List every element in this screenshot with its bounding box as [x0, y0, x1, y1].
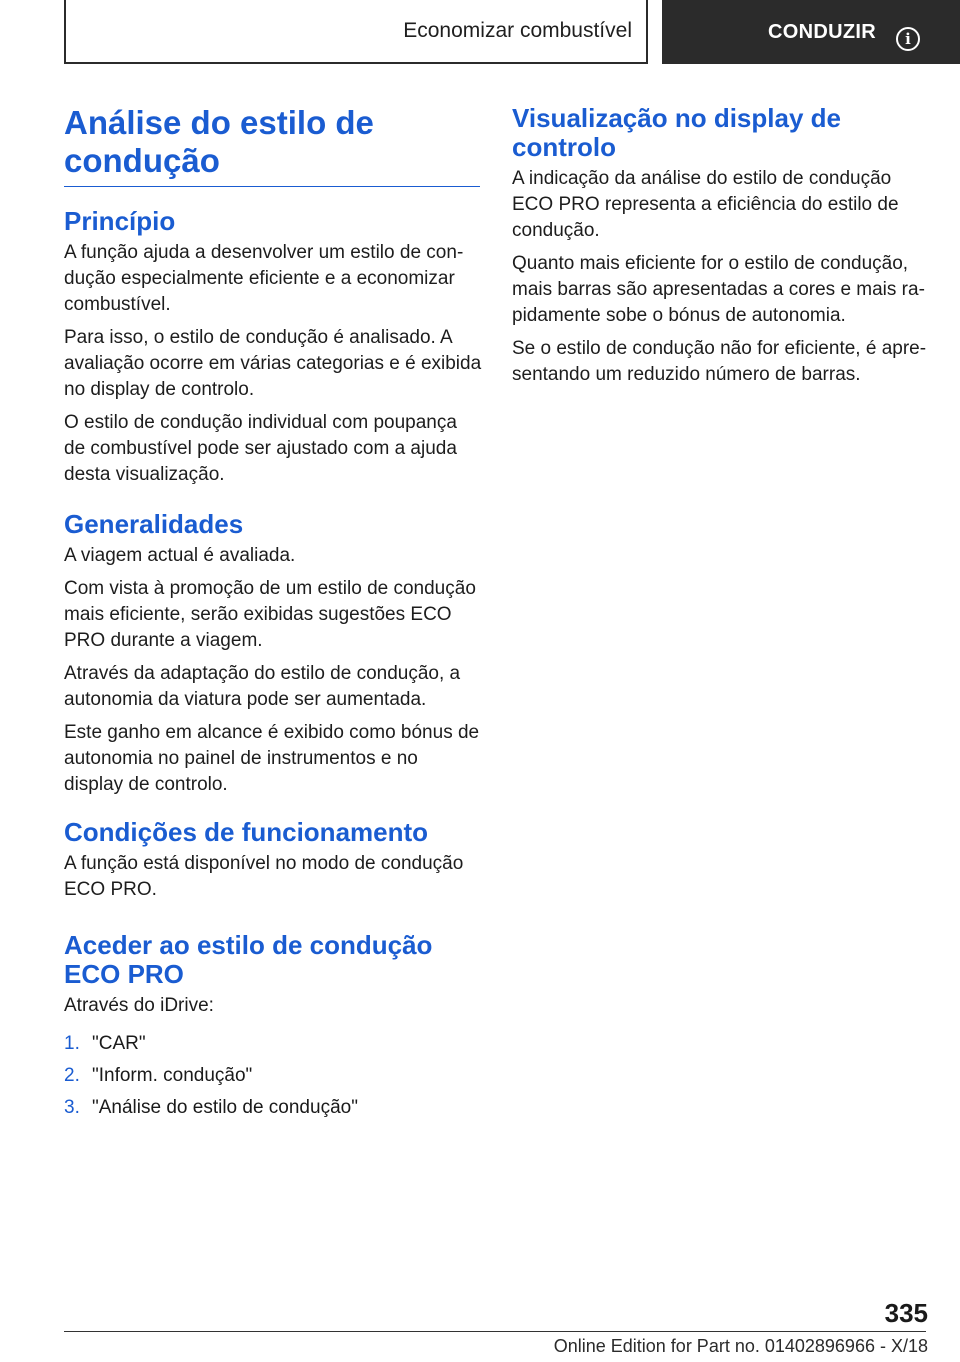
paragraph: Para isso, o estilo de condução é analisado. A avaliação ocorre em várias categorias e é exibida no display de controlo. [64, 327, 482, 400]
page-number: 335 [884, 1298, 928, 1328]
heading-visualizacao: Visualização no display de controlo [512, 103, 841, 162]
list-item [64, 1031, 482, 1057]
section-title: Economizar combustível [403, 19, 632, 42]
paragraph: Através do iDrive: [64, 995, 214, 1016]
paragraph: A viagem actual é avaliada. [64, 545, 296, 566]
section-generalidades [64, 510, 482, 805]
paragraph: Com vista à promoção de um estilo de condução mais eficiente, serão exibidas sugestões ECO PRO durante a viagem. [64, 578, 476, 651]
section-aceder [64, 931, 482, 1127]
footer-edition-text: Online Edition for Part no. 01402896966 - X/18 [553, 1336, 928, 1356]
step-text: "Inform. condução" [92, 1065, 253, 1086]
steps-list [64, 1031, 482, 1121]
paragraph: Através da adaptação do estilo de condução, a autonomia da viatura pode ser aumentada. [64, 663, 461, 710]
section-visualizacao [512, 104, 928, 395]
paragraph: A função ajuda a desenvolver um estilo de condução especialmente eficiente e a economizar combustível. [64, 242, 464, 315]
heading-aceder: Aceder ao estilo de condução ECO PRO [64, 930, 433, 989]
chapter-title: CONDUZIR [768, 20, 876, 43]
footer-divider [64, 1331, 926, 1332]
step-text: "Análise do estilo de condução" [92, 1097, 358, 1118]
step-number: 2. [64, 1065, 80, 1086]
paragraph: Se o estilo de condução não for eficiente, é apresentando um reduzido número de barras. [512, 338, 927, 385]
section-condicoes [64, 818, 482, 910]
paragraph: Este ganho em alcance é exibido como bónus de autonomia no painel de instrumentos e no display de controlo. [64, 722, 480, 795]
step-text: "CAR" [92, 1033, 146, 1054]
paragraph: Quanto mais eficiente for o estilo de condução, mais barras são apresentadas a cores e mais rapidamente sobe o bónus de autonomia. [512, 253, 925, 326]
header-section-title [64, 0, 648, 64]
paragraph: A indicação da análise do estilo de condução ECO PRO representa a eficiência do estilo de condução. [512, 168, 899, 241]
paragraph: O estilo de condução individual com poupança de combustível pode ser ajustado com a ajuda desta visualização. [64, 412, 457, 485]
paragraph: A função está disponível no modo de condução ECO PRO. [64, 853, 464, 900]
list-item [64, 1063, 482, 1089]
heading-condicoes: Condições de funcionamento [64, 817, 429, 847]
info-icon: i [896, 27, 920, 51]
heading-principio: Princípio [64, 206, 176, 236]
page-title: Análise do estilo de condução [64, 104, 480, 187]
list-item [64, 1095, 482, 1121]
section-principio [64, 207, 482, 495]
heading-generalidades: Generalidades [64, 509, 244, 539]
step-number: 1. [64, 1033, 80, 1054]
step-number: 3. [64, 1097, 80, 1118]
